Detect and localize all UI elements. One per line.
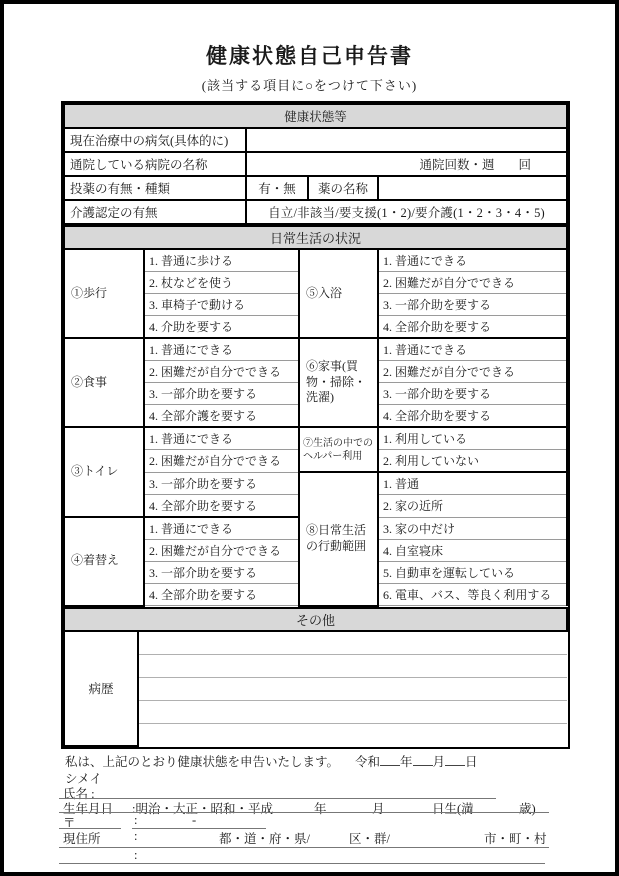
other-section-table <box>63 607 568 747</box>
option-toilet-1[interactable]: 1. 普通にできる <box>144 427 299 450</box>
group-label-helper: ⑦生活の中でのヘルパー利用 <box>299 427 378 472</box>
option-housework-3[interactable]: 3. 一部介助を要する <box>378 383 567 405</box>
table-row <box>64 677 567 700</box>
table-row <box>64 200 567 224</box>
page-subtitle: (該当する項目に○をつけて下さい) <box>201 78 418 93</box>
visits-label: 通院回数・週 <box>419 158 495 172</box>
option-bathing-2[interactable]: 2. 困難だが自分でできる <box>378 272 567 294</box>
birth-age-suffix: 歳) <box>519 801 536 816</box>
birth-month-suffix: 月 <box>372 801 385 816</box>
visits-unit: 回 <box>518 158 531 172</box>
postal-row[interactable] <box>61 813 553 829</box>
group-label-toilet: ③トイレ <box>64 427 144 517</box>
daily-life-table <box>63 225 568 607</box>
group-label-bathing: ⑤入浴 <box>299 249 378 338</box>
birth-year-suffix: 年 <box>314 801 327 816</box>
year-suffix: 年 <box>400 754 413 769</box>
month-suffix: 月 <box>432 754 446 769</box>
address2-colon: : <box>134 847 138 862</box>
option-toilet-2[interactable]: 2. 困難だが自分でできる <box>144 450 299 473</box>
postal-colon: : <box>134 812 138 827</box>
year-blank[interactable] <box>380 754 400 766</box>
hospital-label: 通院している病院の名称 <box>64 152 246 176</box>
option-bathing-1[interactable]: 1. 普通にできる <box>378 249 567 272</box>
day-blank[interactable] <box>445 754 465 766</box>
option-helper-1[interactable]: 1. 利用している <box>378 427 567 450</box>
era-label: 令和 <box>355 754 381 769</box>
care-certification-label: 介護認定の有無 <box>64 200 246 224</box>
kana-row <box>61 769 553 784</box>
medicine-name-input-area[interactable] <box>378 176 567 200</box>
table-row <box>64 631 567 655</box>
address-row-2[interactable] <box>61 848 553 864</box>
declaration-text: 私は、上記のとおり健康状態を申告いたします。 <box>65 754 340 769</box>
table-row <box>64 128 567 152</box>
health-status-table <box>63 103 568 225</box>
address-row[interactable] <box>61 829 553 848</box>
option-walking-2[interactable]: 2. 杖などを使う <box>144 272 299 294</box>
option-housework-4[interactable]: 4. 全部介助を要する <box>378 405 567 428</box>
history-line-3[interactable] <box>138 677 567 700</box>
option-meals-1[interactable]: 1. 普通にできる <box>144 338 299 361</box>
option-dressing-1[interactable]: 1. 普通にできる <box>144 517 299 540</box>
option-toilet-3[interactable]: 3. 一部介助を要する <box>144 472 299 495</box>
section-header-daily: 日常生活の状況 <box>64 226 567 249</box>
birthdate-row[interactable] <box>61 799 553 816</box>
address-label: 現住所 <box>63 831 101 846</box>
option-meals-4[interactable]: 4. 全部介護を要する <box>144 405 299 428</box>
medication-options[interactable]: 有・無 <box>246 176 308 200</box>
group-label-dressing: ④着替え <box>64 517 144 606</box>
option-range-6[interactable]: 6. 電車、バス、等良く利用する <box>378 584 567 606</box>
address-prefecture[interactable]: 都・道・府・県/ <box>219 831 310 846</box>
medicine-name-label: 薬の名称 <box>308 176 378 200</box>
section-header-health: 健康状態等 <box>64 104 567 128</box>
hospital-input-area[interactable] <box>246 152 567 176</box>
birthdate-label: 生年月日 <box>63 801 114 816</box>
option-housework-1[interactable]: 1. 普通にできる <box>378 338 567 361</box>
section-header-other: その他 <box>64 608 567 631</box>
kana-label: シメイ <box>65 771 102 786</box>
option-range-3[interactable]: 3. 家の中だけ <box>378 517 567 540</box>
history-line-1[interactable] <box>138 631 567 655</box>
illness-input-area[interactable] <box>246 128 567 152</box>
option-housework-2[interactable]: 2. 困難だが自分でできる <box>378 361 567 383</box>
option-walking-3[interactable]: 3. 車椅子で動ける <box>144 294 299 316</box>
option-range-4[interactable]: 4. 自室寝床 <box>378 540 567 562</box>
option-dressing-4[interactable]: 4. 全部介助を要する <box>144 584 299 606</box>
postal-mark: 〒 <box>63 815 76 830</box>
table-row <box>64 427 567 450</box>
group-label-range: ⑧日常生活の行動範囲 <box>299 472 378 606</box>
history-line-2[interactable] <box>138 654 567 677</box>
care-certification-options[interactable]: 自立/非該当/要支援(1・2)/要介護(1・2・3・4・5) <box>246 200 567 224</box>
group-label-housework: ⑥家事(買物・掃除・洗濯) <box>299 338 378 427</box>
table-row <box>64 152 567 176</box>
address2-underline[interactable] <box>59 863 545 864</box>
birth-day-suffix: 日生(満 <box>432 801 474 816</box>
option-walking-4[interactable]: 4. 介助を要する <box>144 316 299 339</box>
date-fill-group[interactable] <box>355 752 478 770</box>
table-row <box>64 176 567 200</box>
page-title: 健康状態自己申告書 <box>206 44 413 68</box>
table-row <box>64 249 567 272</box>
group-label-walking: ①歩行 <box>64 249 144 338</box>
option-dressing-3[interactable]: 3. 一部介助を要する <box>144 562 299 584</box>
option-bathing-3[interactable]: 3. 一部介助を要する <box>378 294 567 316</box>
illness-label: 現在治療中の病気(具体的に) <box>64 128 246 152</box>
table-row <box>64 700 567 723</box>
name-row[interactable] <box>61 784 553 799</box>
address-ward[interactable]: 区・群/ <box>349 831 390 846</box>
option-walking-1[interactable]: 1. 普通に歩ける <box>144 249 299 272</box>
option-meals-2[interactable]: 2. 困難だが自分でできる <box>144 361 299 383</box>
option-dressing-2[interactable]: 2. 困難だが自分でできる <box>144 540 299 562</box>
option-bathing-4[interactable]: 4. 全部介助を要する <box>378 316 567 339</box>
month-blank[interactable] <box>413 754 433 766</box>
option-range-2[interactable]: 2. 家の近所 <box>378 495 567 518</box>
address-colon: : <box>134 828 138 843</box>
medication-label: 投薬の有無・種類 <box>64 176 246 200</box>
declaration-row <box>61 752 553 769</box>
table-row <box>64 723 567 746</box>
day-suffix: 日 <box>465 754 478 769</box>
history-label: 病歴 <box>64 631 138 746</box>
group-label-meals: ②食事 <box>64 338 144 427</box>
option-range-5[interactable]: 5. 自動車を運転している <box>378 562 567 584</box>
form-body <box>61 101 570 749</box>
option-range-1[interactable]: 1. 普通 <box>378 472 567 495</box>
signature-area <box>61 752 553 870</box>
history-line-5[interactable] <box>138 723 567 746</box>
table-row <box>64 338 567 361</box>
history-line-4[interactable] <box>138 700 567 723</box>
postal-hyphen: - <box>192 812 197 827</box>
option-toilet-4[interactable]: 4. 全部介助を要する <box>144 495 299 518</box>
address-city[interactable]: 市・町・村 <box>484 831 547 846</box>
name-label: 氏名 : <box>63 786 95 801</box>
option-helper-2[interactable]: 2. 利用していない <box>378 450 567 473</box>
option-meals-3[interactable]: 3. 一部介助を要する <box>144 383 299 405</box>
birthdate-eras[interactable]: :明治・大正・昭和・平成 <box>132 801 273 816</box>
table-row <box>64 654 567 677</box>
